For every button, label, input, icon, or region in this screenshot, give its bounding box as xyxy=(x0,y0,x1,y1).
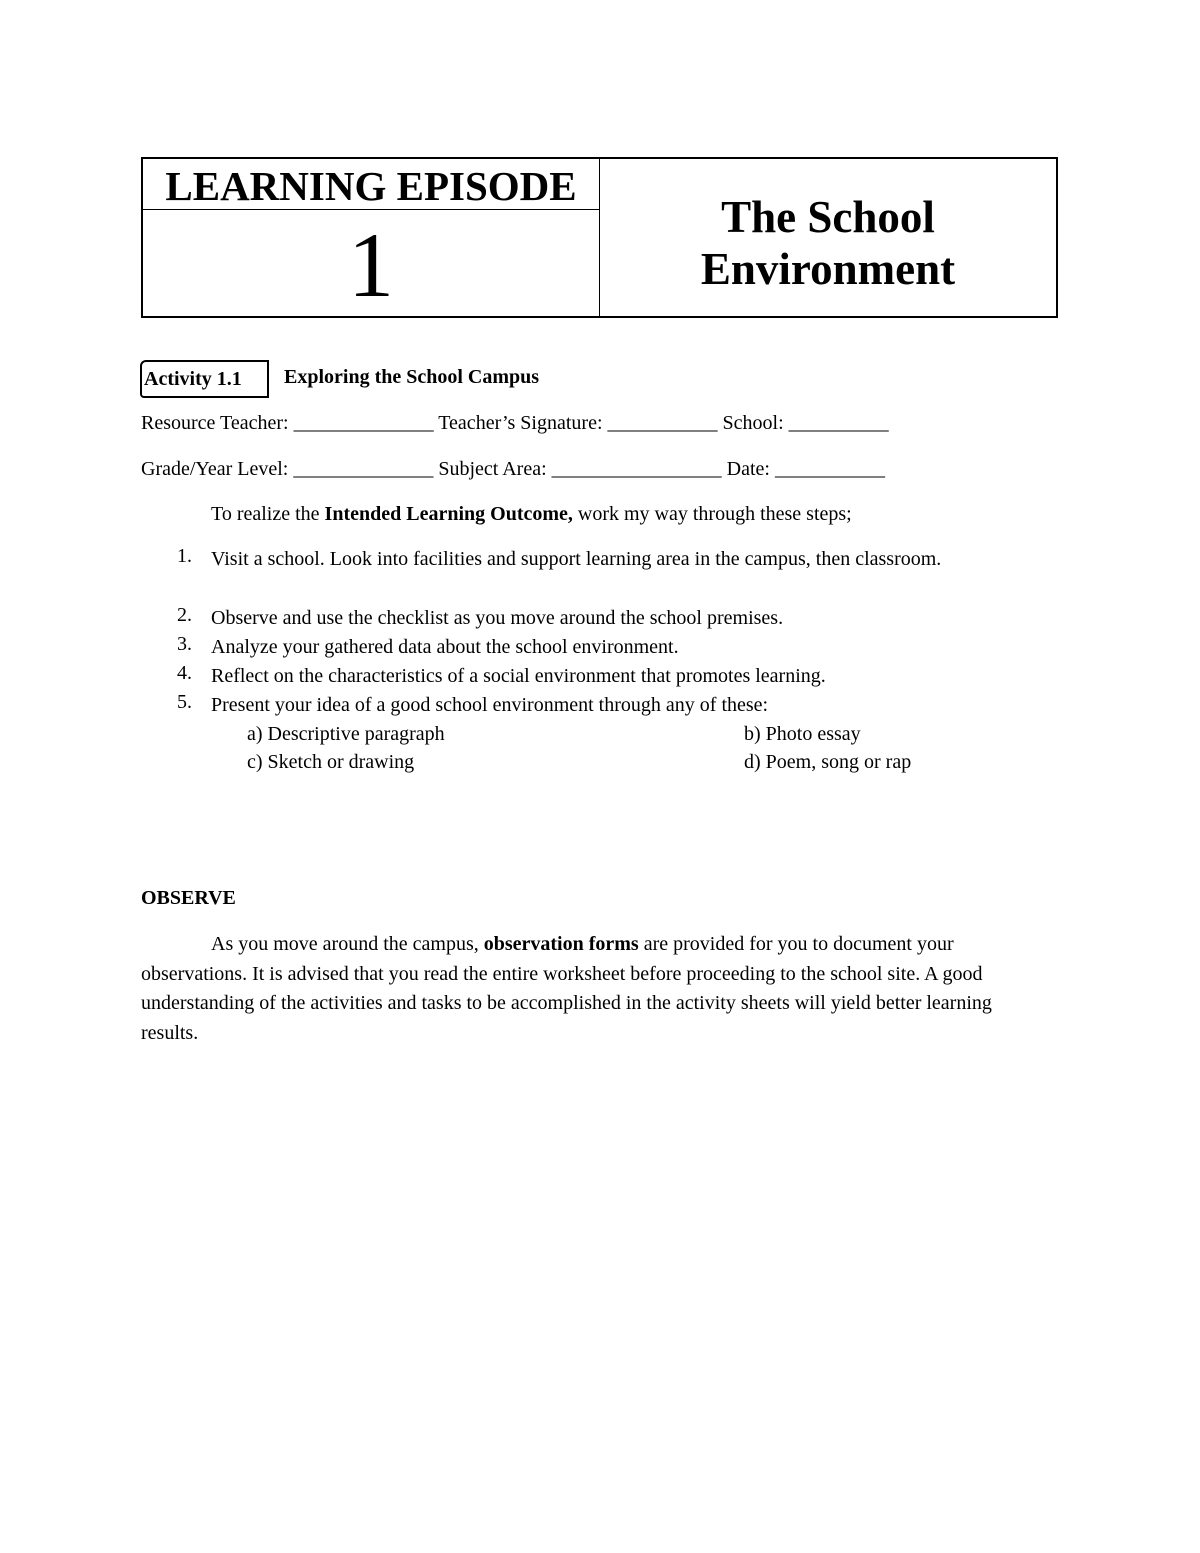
step-text: Reflect on the characteristics of a social environment that promotes learning. xyxy=(211,665,826,687)
intro-after: work my way through these steps; xyxy=(572,503,852,525)
observe-before: As you move around the campus, xyxy=(211,933,484,955)
episode-header xyxy=(141,157,1058,318)
fields-line-1: Resource Teacher: ______________ Teacher’s Signature: ___________ School: __________ xyxy=(141,412,889,434)
steps-intro xyxy=(211,503,852,526)
step-number: 5. xyxy=(177,691,192,713)
step-text: Observe and use the checklist as you move around the school premises. xyxy=(211,607,784,629)
observe-bold: observation forms xyxy=(483,933,639,955)
option-c: c) Sketch or drawing xyxy=(247,751,415,773)
option-b: b) Photo essay xyxy=(744,723,861,745)
step-number: 4. xyxy=(177,662,192,684)
step-number: 2. xyxy=(177,604,192,626)
activity-tag-label: Activity 1.1 xyxy=(144,368,242,390)
observe-heading: OBSERVE xyxy=(141,887,236,909)
episode-title xyxy=(600,159,1056,316)
step-text: Visit a school. Look into facilities and support learning area in the campus, then classroom. xyxy=(211,548,942,570)
observe-after: are provided for you to document your observations. It is advised that you read the entire worksheet before proceeding to the school site. A good understanding of the activities and tasks to be accomplished in the activity sheets will yield better learning results. xyxy=(141,933,992,1044)
step-text: Analyze your gathered data about the school environment. xyxy=(211,636,679,658)
intro-before: To realize the xyxy=(211,503,325,525)
activity-title: Exploring the School Campus xyxy=(284,366,540,388)
activity-tag xyxy=(140,360,269,398)
episode-title-line1: The School xyxy=(721,192,935,242)
step-number: 3. xyxy=(177,633,192,655)
episode-title-line2: Environment xyxy=(700,244,956,294)
step-text: Present your idea of a good school environment through any of these: xyxy=(211,694,769,716)
option-a: a) Descriptive paragraph xyxy=(247,723,445,745)
episode-label: LEARNING EPISODE xyxy=(143,159,599,210)
option-d: d) Poem, song or rap xyxy=(744,751,912,773)
step-number: 1. xyxy=(177,545,192,567)
episode-number: 1 xyxy=(348,214,394,316)
observe-paragraph xyxy=(141,930,1041,1048)
episode-label-cell xyxy=(143,159,600,316)
intro-bold: Intended Learning Outcome, xyxy=(324,503,573,525)
fields-line-2: Grade/Year Level: ______________ Subject Area: _________________ Date: ___________ xyxy=(141,458,885,480)
